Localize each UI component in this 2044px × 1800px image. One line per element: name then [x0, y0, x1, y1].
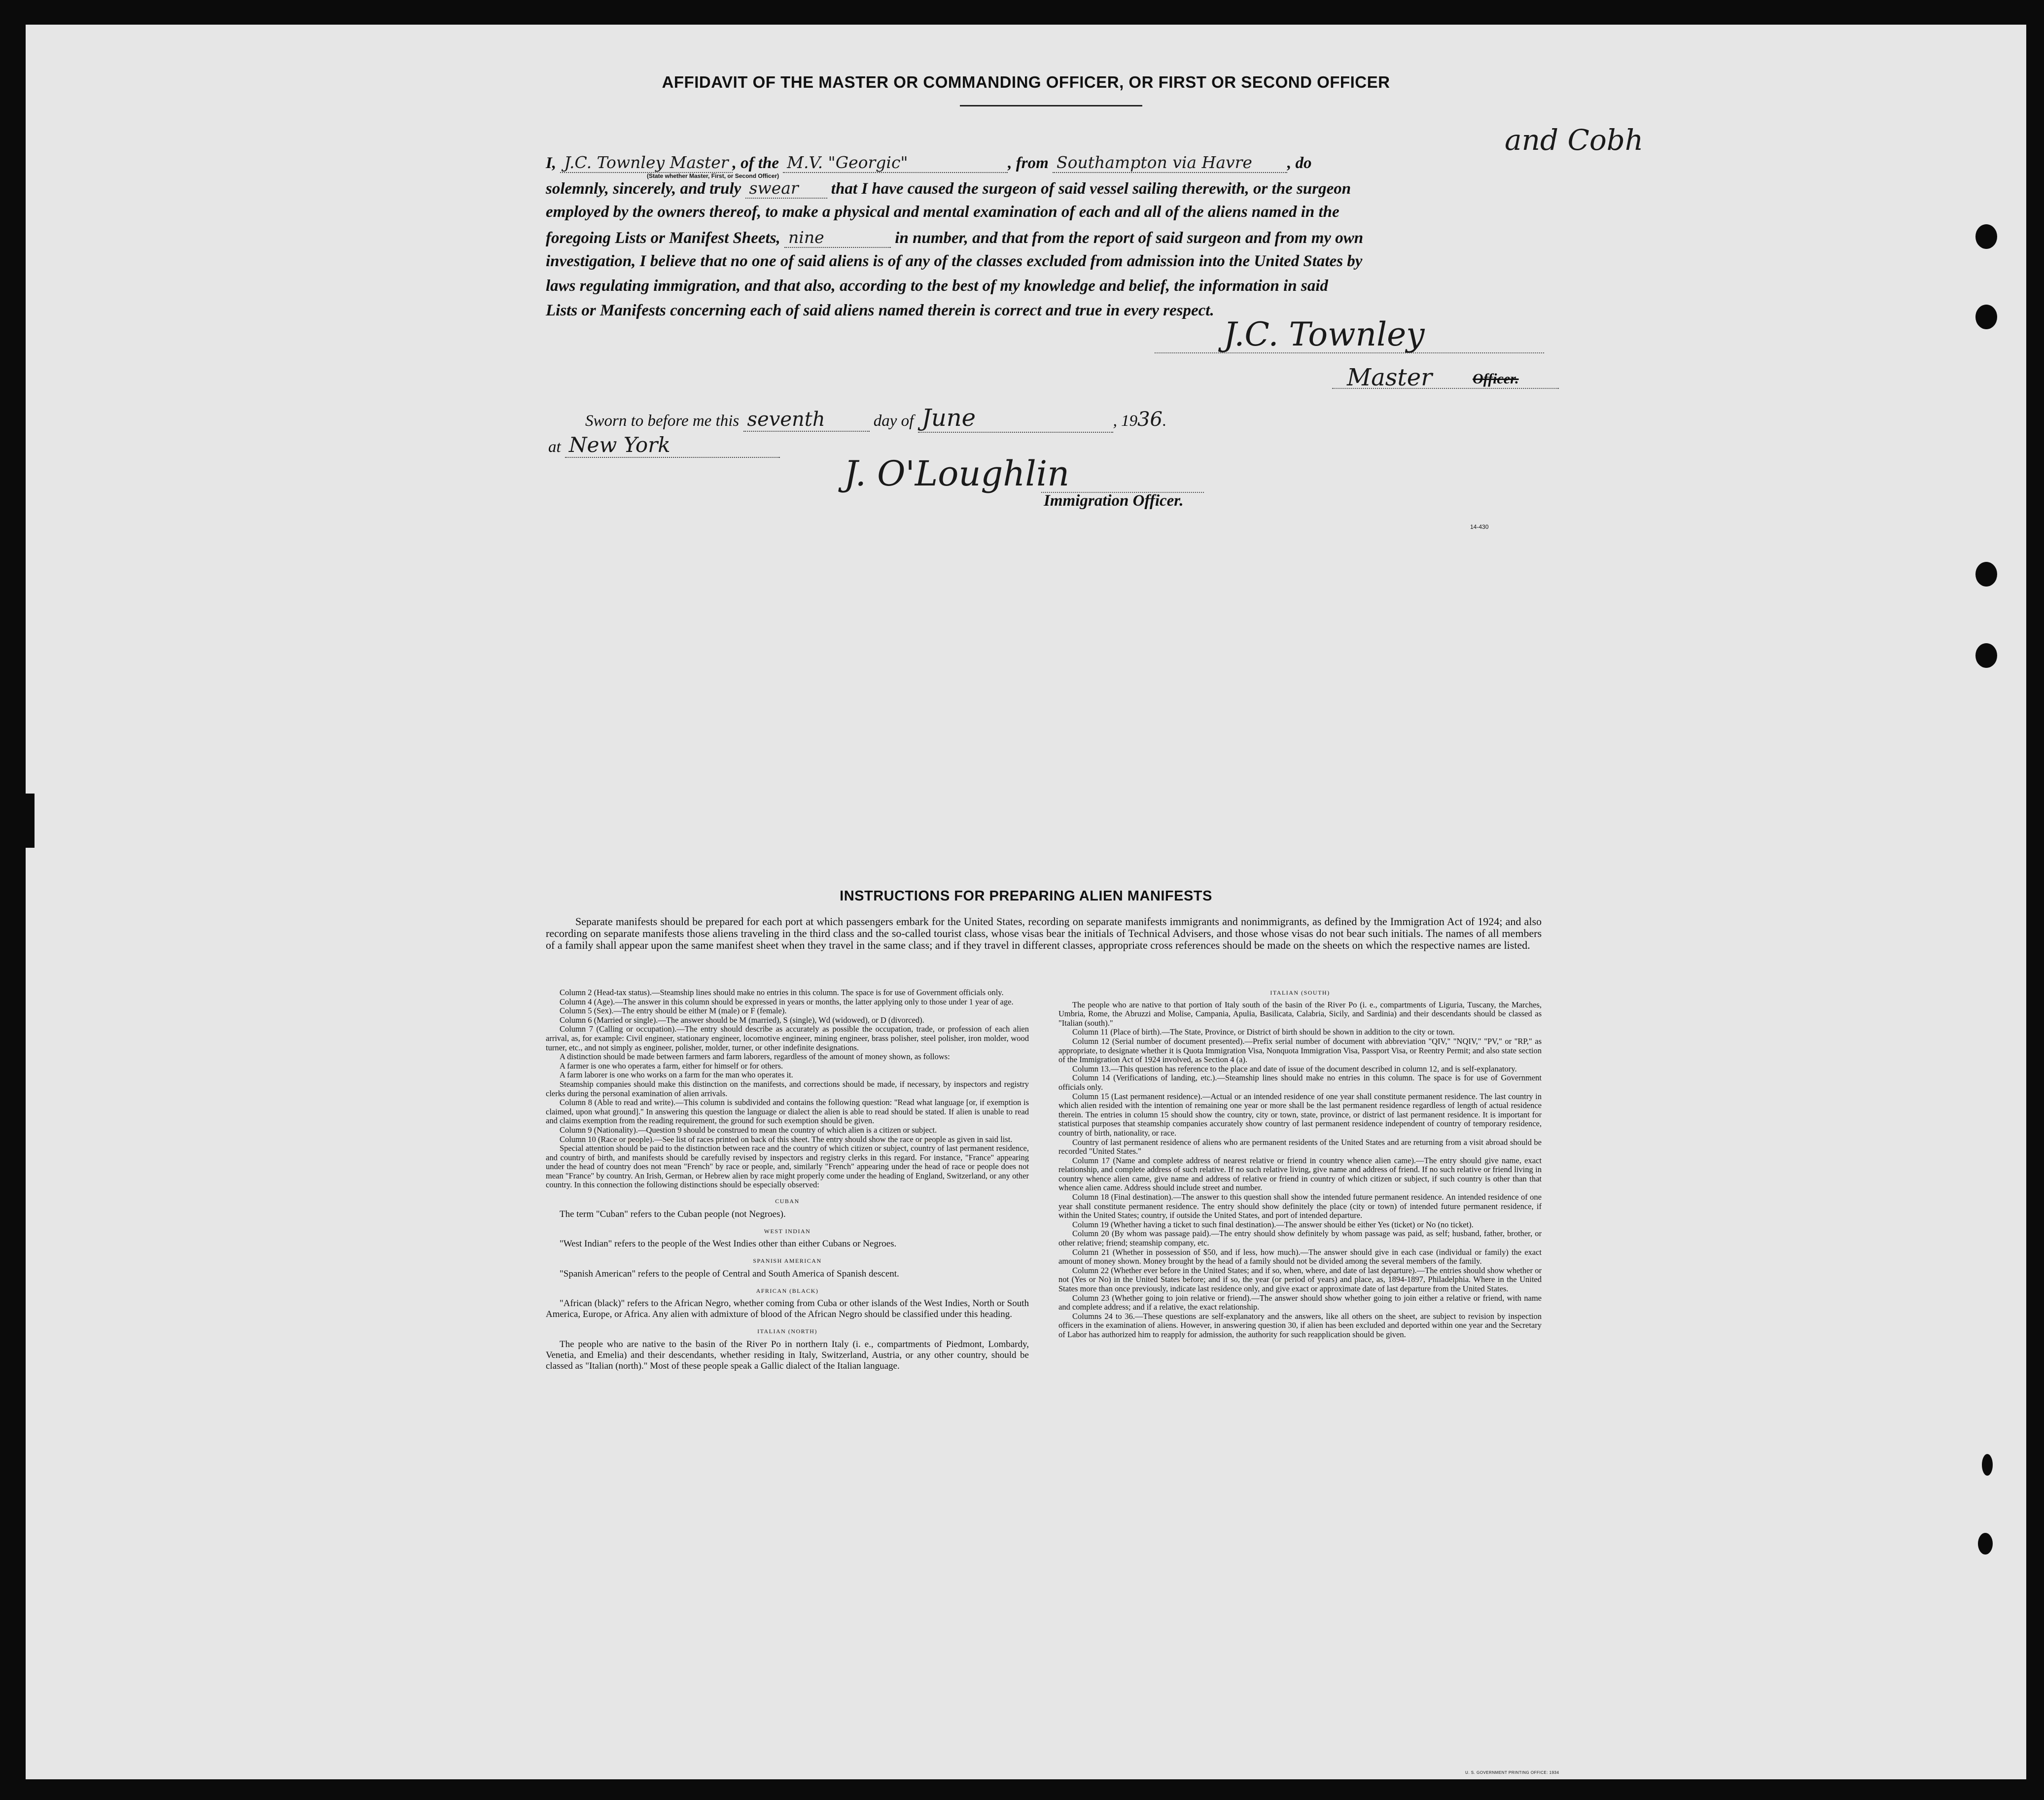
instr-farm-laborer: A farm laborer is one who works on a farm for the man who operates it. [560, 1070, 793, 1080]
sworn-place-field: New York [565, 433, 780, 458]
heading-spanish-american: SPANISH AMERICAN [753, 1257, 822, 1265]
affidavit-line-7: Lists or Manifests concerning each of said aliens named therein is correct and true in every respect. [546, 302, 1214, 319]
instr-col4: Column 4 (Age).—The answer in this column should be expressed in years or months, the latter applying only to those under 1 year of age. [560, 997, 1014, 1006]
heading-african: AFRICAN (BLACK) [756, 1287, 819, 1294]
master-signature: J.C. Townley [1224, 315, 1425, 353]
instr-col22: Column 22 (Whether ever before in the United States; and if so, when, where, and date of last departure).—The entries should show whether or not (Yes or No) in the United States before; and if so, the year (or period of years) and place, as, 1894-1897, Philadelphia. Where in the United States more than once previously, indicate last residence only, and give exact or approximate date of last departure from the United States. [1058, 1265, 1542, 1293]
instr-col10: Column 10 (Race or people).—See list of races printed on back of this sheet. The entry should show the race or people as given in said list. [560, 1134, 1013, 1144]
instr-steamship-distinction: Steamship companies should make this distinction on the manifests, and corrections should be made, if necessary, by inspectors and registry clerks during the personal examination of alien arrivals. [546, 1079, 1029, 1098]
text-african: "African (black)" refers to the African Negro, whether coming from Cuba or other islands of the West Indies, North or South America, Europe, or Africa. Any alien with admixture of blood of the African Negro should be classified under this heading. [546, 1298, 1029, 1320]
officer-name-field: J.C. Townley Master [560, 153, 732, 173]
page-edge-tear [26, 794, 35, 848]
text-italian-north: The people who are native to the basin of the River Po in northern Italy (i. e., compartments of Piedmont, Lombardy, Venetia, and Emelia) and their descendants, whether residing in Italy, Switzerland, Austria, or any other country, should be classed as "Italian (north)." Most of these people speak a Gallic dialect of the Italian language. [546, 1339, 1029, 1372]
state-officer-note: (State whether Master, First, or Second Officer) [647, 173, 779, 179]
instr-col14: Column 14 (Verifications of landing, etc.).—Steamship lines should make no entries in this column. The space is for use of Government officials only. [1058, 1073, 1542, 1092]
instructions-title: INSTRUCTIONS FOR PREPARING ALIEN MANIFESTS [840, 888, 1212, 904]
signature-line [1155, 352, 1544, 353]
sworn-line: Sworn to before me this seventh day of June , 1936. [585, 404, 1167, 432]
title-rule [960, 105, 1142, 106]
affidavit-line-3: employed by the owners thereof, to make a physical and mental examination of each and all of the aliens named in the [546, 203, 1339, 221]
affidavit-line-4: foregoing Lists or Manifest Sheets, nine in number, and that from the report of said surgeon and from my own [546, 228, 1364, 247]
officer-struck-label: Officer. [1473, 371, 1519, 387]
sworn-day-field: seventh [743, 408, 870, 432]
instr-farm-distinction: A distinction should be made between farmers and farm laborers, regardless of the amount of money shown, as follows: [560, 1052, 950, 1062]
instr-col17: Column 17 (Name and complete address of nearest relative or friend in country whence alien came).—The entry should give name, exact relationship, and complete address of such relative. If no such relative living, give name and address of friend. If no such relative or friend living in country whence alien came, give name and address of relative or friend in country of which citizen or subject, if such country is other than that whence alien came. Address should include street and number. [1058, 1155, 1542, 1193]
binding-hole [1975, 562, 1997, 587]
instr-col8: Column 8 (Able to read and write).—This column is subdivided and contains the following question: "Read what language [or, if exemption is claimed, upon what ground]." In answering this question the language or dialect the alien is able to read should be stated. If alien is unable to read and claims exemption from the reading requirement, the ground for such exemption should be given. [546, 1098, 1029, 1126]
instructions-intro: Separate manifests should be prepared for each port at which passengers embark for the United States, recording on separate manifests immigrants and nonimmigrants, as defined by the Immigration Act of 1924; and also recording on separate manifests those aliens traveling in the third class and the so-called tourist class, whose visas bear the initials of Technical Advisers, and those whose visas do not bear such initials. The names of all members of a family shall appear upon the same manifest sheet when they travel in the same class; and if they travel in different classes, appropriate cross references should be made on the sheets on which the respective names are listed. [546, 915, 1542, 951]
instr-col20: Column 20 (By whom was passage paid).—The entry should show definitely by whom passage was paid, as self; husband, father, brother, or other relative; friend; steamship company, etc. [1058, 1229, 1542, 1248]
instr-special-attention: Special attention should be paid to the distinction between race and the country of which citizen or subject, country of last permanent residence, and country of birth, and manifests should be carefully revised by inspectors and registry clerks in this regard. For instance, "France" appearing under the head of country does not mean "French" by race or people, and, similarly "French" appearing under the head of race or people does not mean "France" by country. An Irish, German, or Hebrew alien by race might properly come under the heading of England, Switzerland, or any other country. In this connection the following distinctions should be especially observed: [546, 1143, 1029, 1190]
text-spanish-american: "Spanish American" refers to the people of Central and South America of Spanish descent. [560, 1268, 899, 1279]
binding-hole [1975, 305, 1997, 329]
affidavit-line-1: I, J.C. Townley Master , of the M.V. "Georgic" , from Southampton via Havre , do [546, 153, 1312, 172]
form-number: 14-430 [1470, 523, 1489, 530]
binding-hole [1975, 224, 1997, 249]
binding-hole [1982, 1454, 1993, 1476]
instr-col5: Column 5 (Sex).—The entry should be either M (male) or F (female). [560, 1006, 787, 1016]
instr-col15: Column 15 (Last permanent residence).—Actual or an intended residence of one year shall constitute permanent residence. The last country in which alien resided with the intention of remaining one year or more shall be the last permanent residence regardless of length of actual residence therein. The entries in column 15 should show the country, city or town, state, province, or district of last permanent residence. It is important for statistical purposes that steamship companies accurately show country of last permanent residence independent of country of temporary residence, country of birth, nationality, or race. [1058, 1091, 1542, 1138]
heading-italian-south: ITALIAN (SOUTH) [1270, 989, 1330, 996]
heading-west-indian: WEST INDIAN [764, 1227, 811, 1235]
heading-italian-north: ITALIAN (NORTH) [757, 1328, 817, 1335]
heading-cuban: CUBAN [775, 1198, 800, 1205]
affidavit-line-2: solemnly, sincerely, and truly swear that I have caused the surgeon of said vessel sailing therewith, or the surgeon [546, 178, 1351, 198]
handwritten-and-cobh: and Cobh [1505, 123, 1644, 157]
text-cuban: The term "Cuban" refers to the Cuban people (not Negroes). [560, 1209, 786, 1219]
vessel-name-field: M.V. "Georgic" [783, 153, 1008, 173]
affidavit-line-5: investigation, I believe that no one of said aliens is of any of the classes excluded from admission into the United States by [546, 252, 1363, 270]
number-field: nine [784, 228, 891, 248]
binding-hole [1975, 643, 1997, 668]
instr-col12: Column 12 (Serial number of document presented).—Prefix serial number of document with abbreviation "QIV," "NQIV," "PV," or "RP," as appropriate, to designate whether it is Quota Immigration Visa, Nonquota Immigration Visa, Passport Visa, or Reentry Permit; and also state section of the Immigration Act of 1924 involved, as Section 4 (a). [1058, 1036, 1542, 1065]
text-west-indian: "West Indian" refers to the people of the West Indies other than either Cubans or Negroes. [560, 1239, 897, 1249]
sworn-place-line: at New York [548, 433, 780, 458]
instr-col21: Column 21 (Whether in possession of $50, and if less, how much).—The answer should give in each case (individual or family) the exact amount of money shown. Money brought by the head of a family should not be divided among the several members of the family. [1058, 1247, 1542, 1266]
instr-col7: Column 7 (Calling or occupation).—The entry should describe as accurately as possible the occupation, trade, or profession of each alien arrival, as, for example: Civil engineer, stationary engineer, locomotive engineer, mining engineer, brass polisher, steel polisher, iron molder, wood turner, etc., and not simply as engineer, polisher, molder, turner, or other indefinite designations. [546, 1024, 1029, 1052]
instr-col19: Column 19 (Whether having a ticket to such final destination).—The answer should be either Yes (ticket) or No (no ticket). [1072, 1219, 1474, 1229]
officer-title-line [1332, 388, 1559, 389]
instr-col18: Column 18 (Final destination).—The answer to this question shall show the intended future permanent residence. An intended residence of one year shall constitute permanent residence. The entry should show definitely the place (city or town) of intended future permanent residence, if within the United States; country, if outside the United States, and port of intended departure. [1058, 1192, 1542, 1220]
sworn-month-field: June [918, 404, 1113, 433]
binding-hole [1978, 1533, 1993, 1555]
printing-office-note: U. S. GOVERNMENT PRINTING OFFICE: 1934 [1465, 1770, 1559, 1775]
affidavit-line-6: laws regulating immigration, and that also, according to the best of my knowledge and belief, the information in said [546, 277, 1328, 295]
manifest-sheet [26, 25, 2026, 1779]
sworn-year-field: 36 [1137, 408, 1163, 431]
text-italian-south: The people who are native to that portion of Italy south of the basin of the River Po (i. e., compartments of Liguria, Tuscany, the Marches, Umbria, Rome, the Abruzzi and Molise, Campania, Apulia, Basilicata, Calabria, Sicily, and Sardinia) and their descendants should be classed as "Italian (south)." [1058, 1000, 1542, 1028]
instr-col24-36: Columns 24 to 36.—These questions are self-explanatory and the answers, like all others on the sheet, are subject to revision by inspection officers in the examination of aliens. However, in answering question 30, if alien has been excluded and deported within one year and the Secretary of Labor has authorized him to reapply for admission, the authority for such reapplication should be given. [1058, 1311, 1542, 1339]
swear-field: swear [745, 178, 827, 199]
instr-residence-us: Country of last permanent residence of aliens who are permanent residents of the United States and are returning from a visit abroad should be recorded "United States." [1058, 1137, 1542, 1156]
instr-col23: Column 23 (Whether going to join relative or friend).—The answer should show whether going to join either a relative or friend, with name and complete address; and if a relative, the exact relationship. [1058, 1293, 1542, 1312]
handwritten-master: Master [1347, 364, 1433, 391]
immigration-officer-signature: J. O'Loughlin [844, 453, 1070, 494]
instr-col6: Column 6 (Married or single).—The answer should be M (married), S (single), Wd (widowed), or D (divorced). [560, 1015, 924, 1025]
affidavit-title: AFFIDAVIT OF THE MASTER OR COMMANDING OFFICER, OR FIRST OR SECOND OFFICER [662, 73, 1390, 91]
instructions-left-column [546, 988, 1029, 1372]
port-field: Southampton via Havre [1053, 153, 1287, 173]
instr-col9: Column 9 (Nationality).—Question 9 should be construed to mean the country of which alien is a citizen or subject. [560, 1125, 937, 1135]
instr-col13: Column 13.—This question has reference to the place and date of issue of the document described in column 12, and is self-explanatory. [1072, 1064, 1517, 1073]
instr-col11: Column 11 (Place of birth).—The State, Province, or District of birth should be shown in addition to the city or town. [1072, 1027, 1455, 1037]
immigration-officer-label: Immigration Officer. [1044, 492, 1184, 510]
instr-col2: Column 2 (Head-tax status).—Steamship lines should make no entries in this column. The space is for use of Government officials only. [560, 988, 1004, 997]
instructions-right-column [1058, 988, 1542, 1340]
instr-farmer: A farmer is one who operates a farm, either for himself or for others. [560, 1061, 783, 1071]
